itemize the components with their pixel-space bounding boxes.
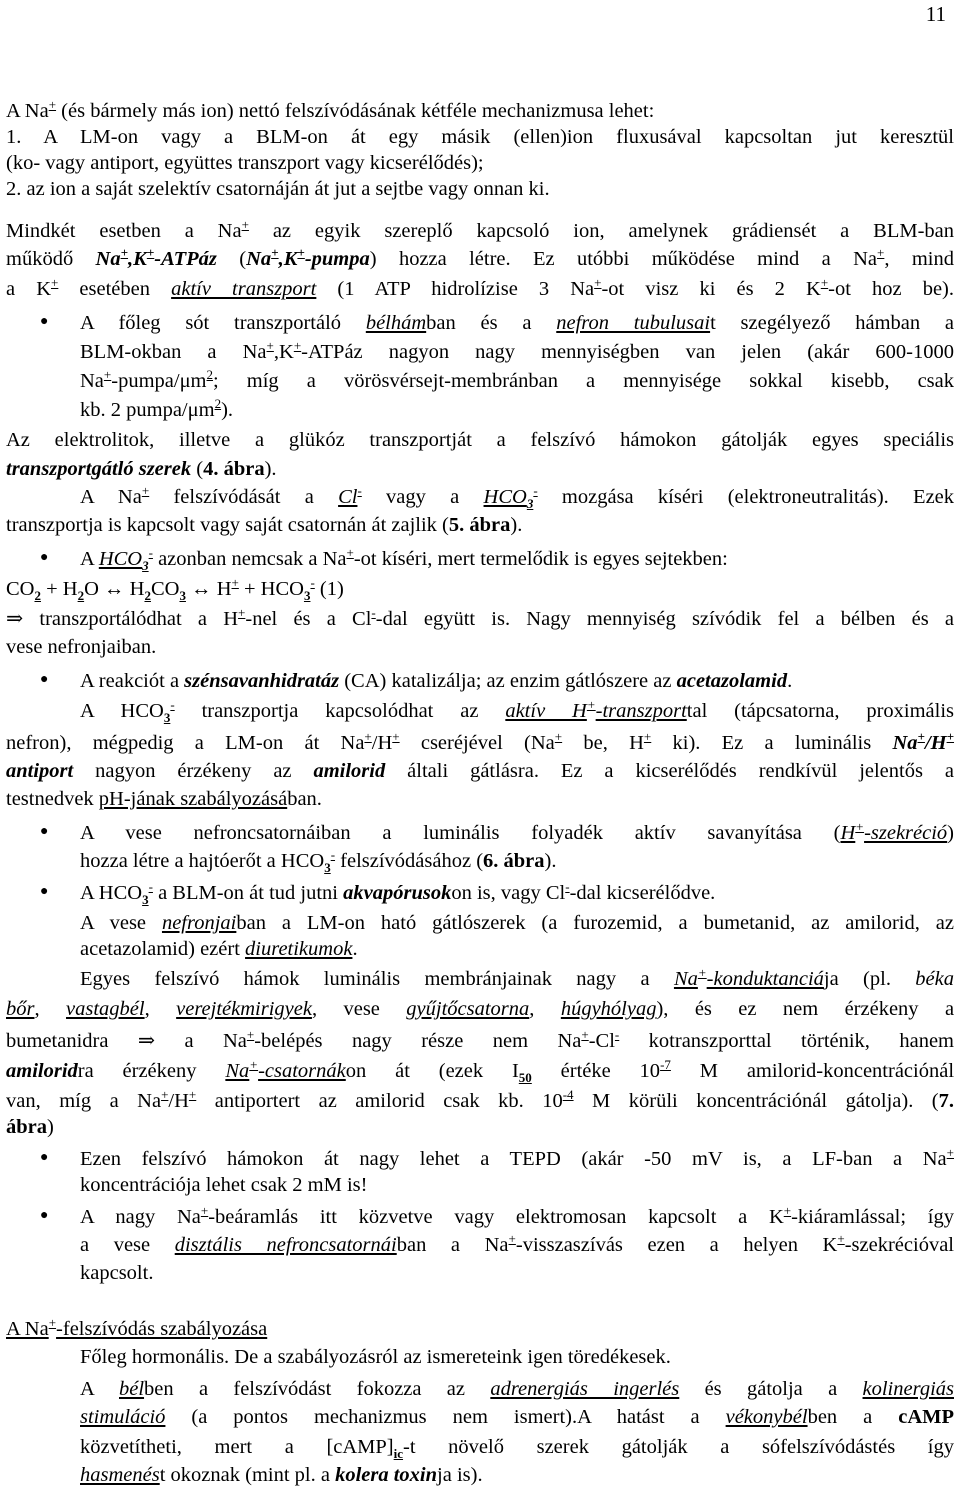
text-run: -dal együtt is. Nagy mennyiség szívódik fel a bélben és a <box>375 608 955 630</box>
text-run: , mind <box>884 248 954 270</box>
text-line <box>80 1462 954 1488</box>
text-run: ábra <box>6 1116 47 1138</box>
text-run: 3 <box>179 588 186 603</box>
text-run: amilorid <box>313 760 386 782</box>
text-run: vékonybél <box>725 1406 808 1428</box>
text-run: értéke 10 <box>531 1060 661 1082</box>
text-run: a K <box>6 278 51 300</box>
text-run: felszívódását a <box>149 486 339 508</box>
text-run: pH-jának szabályozásá <box>98 788 288 810</box>
text-run: -kiáramlással; így <box>791 1206 954 1228</box>
bullet-icon: ● <box>40 1208 49 1223</box>
text-run: + <box>508 1231 516 1246</box>
text-run: A <box>80 1378 119 1400</box>
text-line <box>6 786 954 812</box>
text-run: ⇒ transzportálódhat a H <box>6 608 239 630</box>
text-run: + <box>161 1087 169 1102</box>
text-run: 3 <box>142 558 149 573</box>
text-run: bélhám <box>365 312 427 334</box>
text-line <box>6 276 954 302</box>
text-run: ban a Na <box>396 1234 509 1256</box>
text-run: + <box>946 1145 954 1160</box>
text-run: + <box>141 483 150 498</box>
text-line <box>6 910 954 936</box>
text-run: + <box>594 275 602 290</box>
text-line <box>80 1344 954 1370</box>
text-run: Főleg hormonális. De a szabályozásról az ismereteink igen töredékesek. <box>80 1346 671 1368</box>
text-run: hozza létre a hajtóerőt a HCO <box>80 850 325 872</box>
text-run: - <box>330 847 336 862</box>
text-run: + <box>297 245 305 260</box>
text-run: , <box>144 998 177 1020</box>
text-run: -pumpa/μm <box>111 370 207 392</box>
text-line <box>6 1088 954 1114</box>
text-line <box>80 546 954 572</box>
text-run: (és bármely más ion) nettó felszívódásának kétféle mechanizmusa lehet: <box>56 100 655 122</box>
text-run: acetazolamid <box>676 670 788 692</box>
text-run: + <box>241 217 249 232</box>
text-run: 3 <box>526 496 534 511</box>
text-line <box>6 124 954 150</box>
text-run: -Cl <box>588 1030 615 1052</box>
text-run: -ot visz ki és 2 K <box>601 278 821 300</box>
text-run: Na <box>673 968 698 990</box>
text-run: on át (ezek I <box>345 1060 519 1082</box>
text-run: testnedvek <box>6 788 99 810</box>
text-run: ja (pl. <box>823 968 916 990</box>
text-run: - <box>357 483 362 498</box>
text-run: -csatornák <box>258 1060 346 1082</box>
text-line <box>6 966 954 992</box>
text-run: on is, vagy Cl <box>451 882 566 904</box>
text-run: + <box>188 1087 197 1102</box>
text-run: 3 <box>163 710 171 725</box>
text-run: transzportja is kapcsolt vagy saját csatornán át zajlik ( <box>6 514 449 536</box>
text-run: -7 <box>660 1057 671 1072</box>
text-run: kapcsolt. <box>80 1262 154 1284</box>
text-run: - <box>310 575 315 590</box>
text-run: 2 <box>77 588 85 603</box>
text-run: CO <box>150 578 180 600</box>
text-run: A főleg sót transzportáló <box>80 312 366 334</box>
text-run: 1. A LM-on vagy a BLM-on át egy másik (ellen)ion fluxusával kapcsoltan jut keresztül <box>6 126 954 148</box>
text-run: 7. <box>938 1090 954 1112</box>
text-line <box>80 310 954 336</box>
text-run: 3 <box>324 860 331 875</box>
text-run: 6. ábra <box>483 850 545 872</box>
text-run: + H <box>40 578 78 600</box>
text-run: transzportja kapcsolódhat az <box>174 700 506 722</box>
text-run: . <box>787 670 793 692</box>
text-run: + <box>293 338 302 353</box>
text-run: nagyon érzékeny az <box>73 760 314 782</box>
text-run: Az elektrolitok, illetve a glükóz transzportját a felszívó hámokon gátolják egyes speciális <box>6 429 954 451</box>
text-run: + <box>554 729 563 744</box>
text-run: van, míg a Na <box>6 1090 162 1112</box>
text-run: 50 <box>518 1070 532 1085</box>
text-run: - <box>170 697 175 712</box>
text-run: 3 <box>142 892 149 907</box>
text-run: működő <box>6 248 96 270</box>
text-line <box>80 368 954 394</box>
text-run: béka <box>915 968 954 990</box>
text-run: aktív H <box>505 700 587 722</box>
text-run: -belépés nagy része nem Na <box>254 1030 582 1052</box>
text-run: + <box>231 575 239 590</box>
text-run: H <box>840 822 856 844</box>
text-run: ). <box>264 458 277 480</box>
text-line <box>80 1232 954 1258</box>
text-run: + <box>246 1027 255 1042</box>
text-run: bél <box>119 1378 145 1400</box>
text-run: Mindkét esetben a Na <box>6 220 242 242</box>
text-run: + <box>820 275 829 290</box>
text-run: vagy a <box>361 486 484 508</box>
text-run: A Na <box>6 100 49 122</box>
text-run: + <box>120 245 129 260</box>
text-line <box>6 698 954 724</box>
text-run: + <box>581 1027 589 1042</box>
text-run: BLM-okban a Na <box>80 341 267 363</box>
text-run: - <box>148 879 153 894</box>
text-run: ) hozza létre. Ez utóbbi működése mind a Na <box>369 248 878 270</box>
text-run: ). <box>544 850 557 872</box>
text-run: Na <box>80 370 104 392</box>
text-run: kolinergiás <box>862 1378 954 1400</box>
text-line <box>80 1204 954 1230</box>
text-run: - <box>614 1027 620 1042</box>
text-run: A <box>80 548 99 570</box>
page-number: 11 <box>925 2 946 26</box>
text-run: -t növelő szerek gátolják a sófelszívódástés így <box>403 1436 954 1458</box>
text-run: ). <box>221 399 234 421</box>
text-line <box>80 339 954 365</box>
text-run: és gátolja a <box>679 1378 863 1400</box>
text-line <box>6 758 954 784</box>
text-run: -transzport <box>595 700 687 722</box>
text-line <box>6 936 954 962</box>
text-run: Na <box>246 248 272 270</box>
text-run: kotranszporttal történik, hanem <box>619 1030 954 1052</box>
text-run: tal (tápcsatorna, proximális <box>686 700 954 722</box>
bullet-icon: ● <box>40 550 49 565</box>
bullet-icon: ● <box>40 824 49 839</box>
text-run: + <box>392 729 400 744</box>
text-run: , <box>529 998 561 1020</box>
text-run: A Na <box>6 1318 49 1340</box>
text-run: A HCO <box>80 700 164 722</box>
text-run: vese nefronjaiban. <box>6 636 157 658</box>
text-line <box>6 1114 954 1140</box>
text-run: , vese <box>311 998 407 1020</box>
text-run: stimuláció <box>80 1406 166 1428</box>
text-run: + <box>697 965 707 980</box>
text-run: ,K <box>273 341 294 363</box>
text-run: bőr <box>6 998 35 1020</box>
text-run: nefronjai <box>161 912 237 934</box>
text-line <box>6 218 954 244</box>
text-line <box>80 668 954 694</box>
bullet-icon: ● <box>40 1150 49 1165</box>
text-run: . <box>352 938 358 960</box>
text-run: + <box>783 1203 792 1218</box>
text-run: aktív transzport <box>171 278 317 300</box>
text-run: /H <box>168 1090 189 1112</box>
text-run: + <box>346 545 354 560</box>
text-run: ) <box>947 822 954 844</box>
text-run: A nagy Na <box>80 1206 201 1228</box>
text-run: + <box>946 729 955 744</box>
text-run: -ATPáz nagyon nagy mennyiségben van jelen (akár 600-1000 <box>301 341 954 363</box>
text-run: -szekréció <box>864 822 948 844</box>
text-run: ( <box>191 458 204 480</box>
text-run: közvetítheti, mert a [cAMP] <box>80 1436 394 1458</box>
text-run: + <box>103 367 112 382</box>
text-line <box>6 150 954 176</box>
text-line <box>6 246 954 272</box>
text-run: -visszaszívás ezen a helyen K <box>515 1234 838 1256</box>
text-run: 2 <box>214 396 222 411</box>
text-run: -beáramlás itt közvetve vagy elektromosan kapcsolt a K <box>208 1206 784 1228</box>
text-run: -szekrécióval <box>844 1234 954 1256</box>
text-run: 2 <box>206 367 214 382</box>
text-run: + <box>249 1057 259 1072</box>
text-run: HCO <box>98 548 143 570</box>
text-run: kb. 2 pumpa/μm <box>80 399 215 421</box>
text-line <box>6 996 954 1022</box>
text-run: nefron tubulusai <box>556 312 711 334</box>
text-line <box>80 397 954 423</box>
text-run: felszívódásához ( <box>335 850 484 872</box>
text-run: + <box>48 97 57 112</box>
text-run: + <box>48 1315 57 1330</box>
text-run: -4 <box>562 1087 574 1102</box>
text-run: 4. ábra <box>203 458 265 480</box>
text-run: + <box>643 729 652 744</box>
text-line <box>80 1172 954 1198</box>
text-run: ( <box>216 248 247 270</box>
text-line <box>6 512 954 538</box>
text-line <box>6 730 954 756</box>
text-run: + <box>238 605 246 620</box>
text-run: koncentrációja lehet csak 2 mM is! <box>80 1174 368 1196</box>
text-run: -pumpa <box>304 248 370 270</box>
text-run: Egyes felszívó hámok luminális membránjainak nagy a <box>80 968 674 990</box>
text-run: antiport <box>6 760 74 782</box>
text-run: ban. <box>287 788 322 810</box>
text-run: (1 ATP hidrolízise 3 Na <box>316 278 595 300</box>
text-line <box>6 1058 954 1084</box>
text-run: hasmenés <box>80 1464 160 1486</box>
text-run: + <box>877 245 885 260</box>
text-run: CO <box>6 578 35 600</box>
text-run: nefron), mégpedig a LM-on át Na <box>6 732 365 754</box>
text-run: kolera toxin <box>335 1464 438 1486</box>
text-run: + <box>586 697 596 712</box>
text-run: + <box>364 729 372 744</box>
text-run: 2 <box>144 588 151 603</box>
text-run: + <box>146 245 155 260</box>
bullet-icon: ● <box>40 672 49 687</box>
text-run: ,K <box>278 248 298 270</box>
text-run: Cl <box>338 486 358 508</box>
text-run: ic <box>393 1446 404 1461</box>
text-run: -ATPáz <box>154 248 217 270</box>
text-run: + <box>51 275 59 290</box>
text-run: bumetanidra ⇒ a Na <box>6 1030 247 1052</box>
text-run: /H <box>924 732 947 754</box>
text-run: t szegélyező hámban a <box>710 312 955 334</box>
text-run: ben a felszívódást fokozza az <box>144 1378 491 1400</box>
text-line <box>80 848 954 874</box>
text-run: acetazolamid) ezért <box>80 938 246 960</box>
text-run: adrenergiás ingerlés <box>490 1378 680 1400</box>
text-run: ki). Ez a luminális <box>651 732 893 754</box>
text-run: + <box>266 338 274 353</box>
text-run: 3 <box>303 588 311 603</box>
text-run: be, H <box>562 732 644 754</box>
bullet-icon: ● <box>40 314 49 329</box>
text-run: cAMP <box>898 1406 954 1428</box>
text-run: (ko- vagy antiport, együttes transzport vagy kicserélődés); <box>6 152 484 174</box>
text-run: /H <box>371 732 393 754</box>
text-run: A vese <box>80 912 162 934</box>
text-run: + <box>917 729 925 744</box>
text-run: , <box>34 998 67 1020</box>
bullet-icon: ● <box>40 884 49 899</box>
text-run: 2 <box>34 588 41 603</box>
text-run: -ot hoz be). <box>828 278 955 300</box>
text-line <box>6 1028 954 1054</box>
text-run: ban és a <box>426 312 557 334</box>
text-run: (CA) katalizálja; az enzim gátlószere az <box>339 670 677 692</box>
text-run: M körüli koncentrációnál gátolja). ( <box>573 1090 939 1112</box>
text-run: ), és ez nem érzékeny a <box>656 998 955 1020</box>
text-run: Na <box>95 248 121 270</box>
text-run: húgyhólyag <box>560 998 657 1020</box>
text-run: antiportert az amilorid csak kb. 10 <box>196 1090 563 1112</box>
text-run: akvapórusok <box>343 882 452 904</box>
text-line <box>80 820 954 846</box>
text-run: Na <box>225 1060 250 1082</box>
text-run: + <box>271 245 279 260</box>
text-line <box>80 1376 954 1402</box>
text-line <box>80 1404 954 1430</box>
text-run: A HCO <box>80 882 143 904</box>
text-run: cseréjével (Na <box>399 732 555 754</box>
text-run: (a pontos mechanizmus nem ismert).A hatást a <box>165 1406 726 1428</box>
text-run: A reakciót a <box>80 670 185 692</box>
text-run: HCO <box>483 486 527 508</box>
text-run: 5. ábra <box>448 514 511 536</box>
text-run: - <box>565 879 570 894</box>
text-run: -ot kíséri, mert termelődik is egyes sejtekben: <box>353 548 728 570</box>
text-run: a vese <box>80 1234 175 1256</box>
text-line <box>6 176 954 202</box>
text-run: amilorid <box>6 1060 78 1082</box>
text-run: - <box>371 605 376 620</box>
text-run: disztális nefroncsatornái <box>174 1234 397 1256</box>
text-run: ↔ H <box>185 578 232 600</box>
text-run: ben a <box>807 1406 899 1428</box>
text-run: - <box>533 483 538 498</box>
text-line <box>6 576 954 602</box>
text-run: (1) <box>314 578 344 600</box>
text-run: azonban nemcsak a Na <box>152 548 347 570</box>
text-line <box>80 1260 954 1286</box>
text-run: -konduktanciá <box>706 968 824 990</box>
text-run: a BLM-on át tud jutni <box>152 882 344 904</box>
text-line <box>6 1316 954 1342</box>
text-line <box>80 880 954 906</box>
text-run: az egyik szereplő kapcsoló ion, amelynek grádiensét a BLM-ban <box>248 220 954 242</box>
text-run: + <box>200 1203 209 1218</box>
text-run: ,K <box>128 248 147 270</box>
text-run: -dal kicserélődve. <box>569 882 716 904</box>
text-run: gyűjtőcsatorna <box>406 998 530 1020</box>
text-run: + HCO <box>238 578 304 600</box>
text-line <box>6 98 954 124</box>
text-run: 2. az ion a saját szelektív csatornáján át jut a sejtbe vagy onnan ki. <box>6 178 550 200</box>
text-run: ra érzékeny <box>77 1060 226 1082</box>
text-run: O ↔ H <box>84 578 145 600</box>
text-run: t okoznak (mint pl. a <box>159 1464 336 1486</box>
text-run: ). <box>510 514 523 536</box>
text-run: - <box>148 545 153 560</box>
text-run: vastagbél <box>66 998 145 1020</box>
text-line <box>80 1146 954 1172</box>
text-run: esetében <box>58 278 172 300</box>
text-run: transzportgátló szerek <box>6 458 192 480</box>
text-run: verejtékmirigyek <box>176 998 312 1020</box>
text-run: ja is). <box>437 1464 483 1486</box>
text-run: általi gátlásra. Ez a kicserélődés rendkívül jelentős a <box>385 760 954 782</box>
text-run: M amilorid-koncentrációnál <box>670 1060 955 1082</box>
text-run: Na <box>892 732 918 754</box>
text-line <box>6 634 954 660</box>
text-run: -nel és a Cl <box>245 608 372 630</box>
text-run: ban a LM-on ható gátlószerek (a furozemid, a bumetanid, az amilorid, az <box>236 912 954 934</box>
text-line <box>6 456 954 482</box>
text-run: ) <box>47 1116 54 1138</box>
text-run: + <box>855 819 865 834</box>
text-run: -felszívódás szabályozása <box>56 1318 268 1340</box>
text-line <box>6 484 954 510</box>
text-line <box>6 427 954 453</box>
text-run: A vese nefroncsatornáiban a luminális folyadék aktív savanyítása ( <box>80 822 841 844</box>
text-run: szénsavanhidratáz <box>184 670 340 692</box>
text-line <box>6 606 954 632</box>
text-run: + <box>837 1231 845 1246</box>
text-run: A Na <box>80 486 142 508</box>
text-line <box>80 1434 954 1460</box>
text-run: Ezen felszívó hámokon át nagy lehet a TEPD (akár -50 mV is, a LF-ban a Na <box>80 1148 947 1170</box>
text-run: ; míg a vörösvérsejt-membránban a mennyisége sokkal kisebb, csak <box>213 370 954 392</box>
text-run: mozgása kíséri (elektroneutralitás). Ezek <box>537 486 955 508</box>
text-run: diuretikumok <box>245 938 353 960</box>
